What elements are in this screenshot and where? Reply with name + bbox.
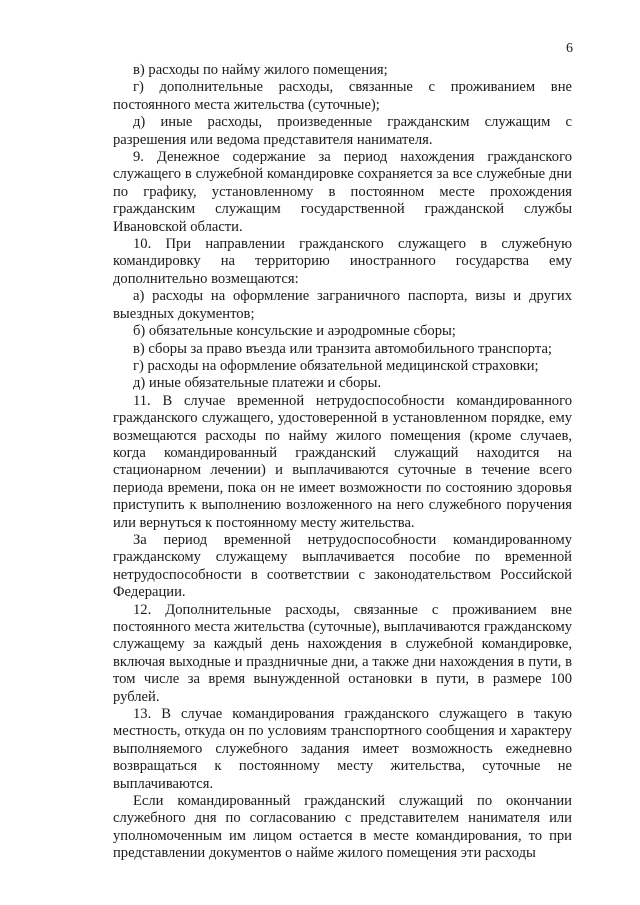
paragraph-item-d-other-payments: д) иные обязательные платежи и сборы.: [133, 375, 382, 392]
paragraph-clause-13: 13. В случае командирования гражданского служащего в такую местность, откуда он по условиям транспортного сообщения и характеру выполняемого служебного задания имеет возможность ежедневно возвращаться к постоянному месту жительства, суточные не выплачиваются.: [113, 706, 572, 792]
paragraph-item-g-per-diem: г) дополнительные расходы, связанные с проживанием вне постоянного места жительства (суточные);: [113, 79, 572, 113]
paragraph-clause-9: 9. Денежное содержание за период нахождения гражданского служащего в служебной командировке сохраняется за все служебные дни по графику, установленному в постоянном месте прохождения гражданским служащим государственной гражданской службы Ивановской области.: [113, 149, 572, 235]
page-number: 6: [566, 41, 573, 56]
paragraph-clause-12: 12. Дополнительные расходы, связанные с проживанием вне постоянного места жительства (суточные), выплачиваются гражданскому служащему за каждый день нахождения в служебной командировке, включая выходные и праздничные дни, а также дни нахождения в пути, в том числе за время вынужденной остановки в пути, в размере 100 рублей.: [113, 601, 572, 705]
paragraph-clause-11: 11. В случае временной нетрудоспособности командированного гражданского служащего, удостоверенной в установленном порядке, ему возмещаются расходы по найму жилого помещения (кроме случаев, когда командированный гражданский служащий находится на стационарном лечении) и выплачиваются суточные в течение всего периода времени, пока он не имеет возможности по состоянию здоровья приступить к выполнению возложенного на него служебного поручения или вернуться к постоянному месту жительства.: [113, 392, 572, 531]
paragraph-item-d-other-expenses: д) иные расходы, произведенные гражданским служащим с разрешения или ведома представителя нанимателя.: [113, 114, 572, 148]
paragraph-item-g-medical-insurance: г) расходы на оформление обязательной медицинской страховки;: [133, 357, 539, 374]
paragraph-item-a-passport-visa: а) расходы на оформление заграничного паспорта, визы и других выездных документов;: [113, 288, 572, 322]
paragraph-item-v-rent: в) расходы по найму жилого помещения;: [133, 62, 388, 78]
paragraph-clause-13-continued: Если командированный гражданский служащий по окончании служебного дня по согласованию с представителем нанимателя или уполномоченным им лицом остается в месте командирования, то при представлении документов о найме жилого помещения эти расходы: [113, 793, 572, 862]
paragraph-item-b-consular-fees: б) обязательные консульские и аэродромные сборы;: [133, 323, 456, 340]
paragraph-clause-11-benefit: За период временной нетрудоспособности командированному гражданскому служащему выплачивается пособие по временной нетрудоспособности в соответствии с законодательством Российской Федерации.: [113, 531, 572, 601]
paragraph-clause-10: 10. При направлении гражданского служащего в служебную командировку на территорию иностранного государства ему дополнительно возмещаются:: [113, 236, 572, 287]
document-body: [113, 62, 572, 863]
paragraph-item-v-entry-fees: в) сборы за право въезда или транзита автомобильного транспорта;: [133, 340, 552, 357]
